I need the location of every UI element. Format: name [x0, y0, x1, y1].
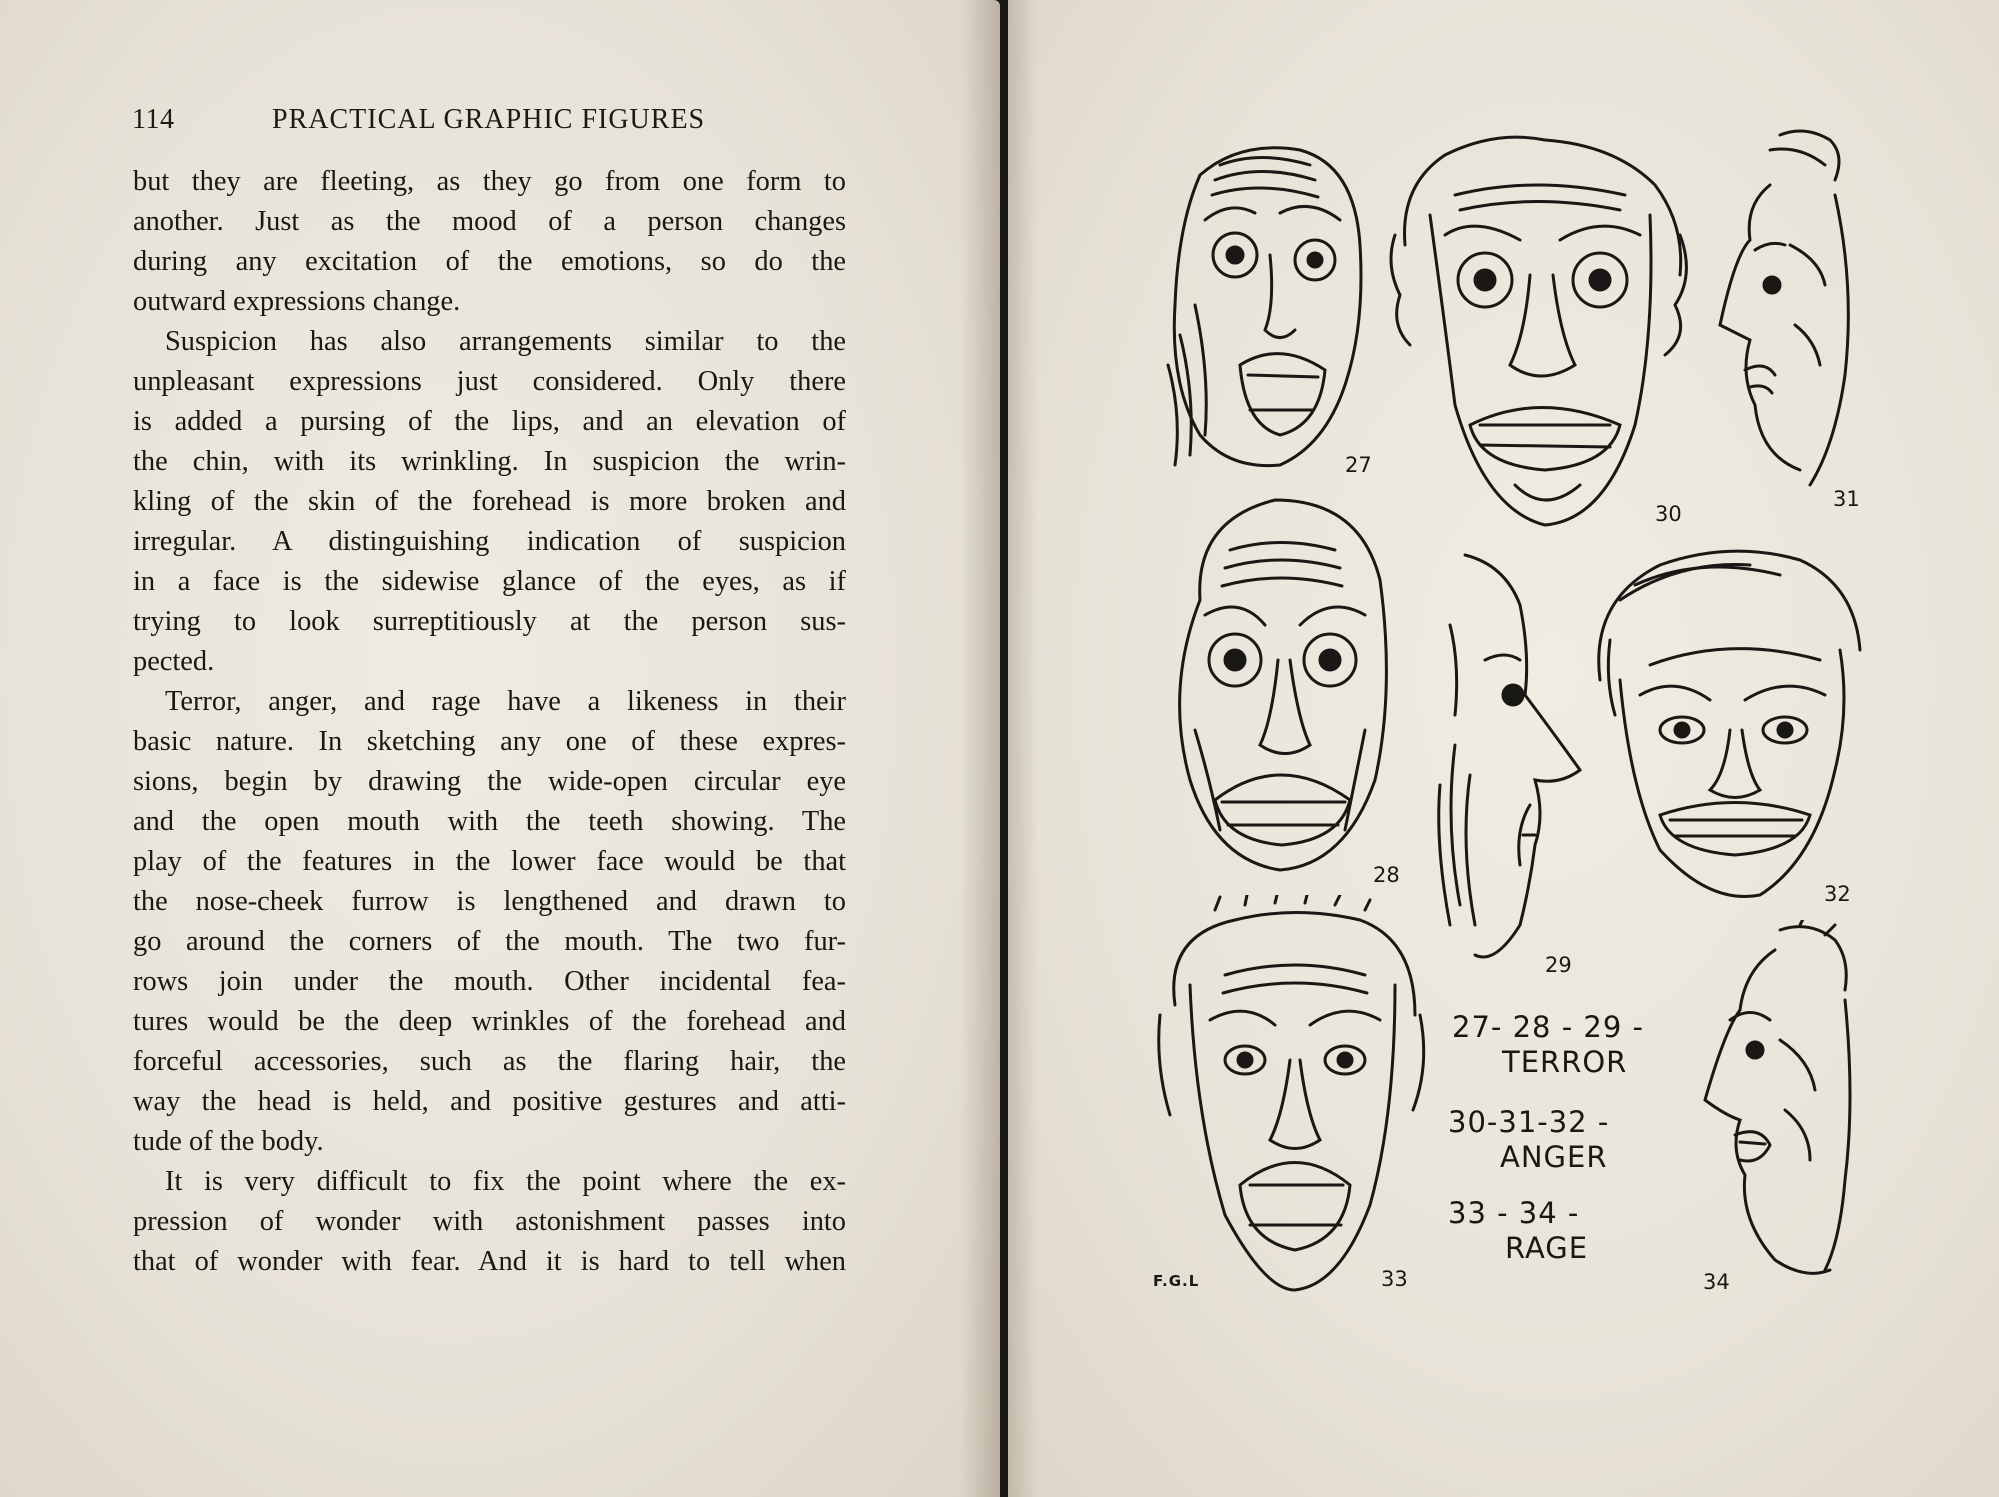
text-line: pression of wonder with astonishment passes into: [133, 1206, 846, 1237]
caption-anger-label: ANGER: [1500, 1140, 1608, 1174]
text-line: kling of the skin of the forehead is more broken and: [133, 486, 846, 517]
text-line: basic nature. In sketching any one of these expres-: [133, 726, 846, 757]
caption-rage-label: RAGE: [1505, 1231, 1589, 1265]
text-line: irregular. A distinguishing indication of suspicion: [133, 526, 846, 557]
text-line: rows join under the mouth. Other incidental fea-: [133, 966, 846, 997]
text-line: during any excitation of the emotions, so do the: [133, 246, 846, 277]
text-line: trying to look surreptitiously at the person sus-: [133, 606, 846, 637]
text-line: another. Just as the mood of a person changes: [133, 206, 846, 237]
figure-34-number: 34: [1703, 1270, 1730, 1294]
text-line: outward expressions change.: [133, 286, 461, 317]
face-27-drawing: [1160, 135, 1375, 475]
text-line: unpleasant expressions just considered. Only there: [133, 366, 846, 397]
text-line: that of wonder with fear. And it is hard to tell when: [133, 1246, 846, 1277]
running-head-title: PRACTICAL GRAPHIC FIGURES: [272, 104, 706, 135]
caption-terror-numbers: 27- 28 - 29 -: [1452, 1010, 1644, 1044]
text-line: tures would be the deep wrinkles of the forehead and: [133, 1006, 846, 1037]
face-30-drawing: [1385, 125, 1695, 535]
text-line: in a face is the sidewise glance of the eyes, as if: [133, 566, 846, 597]
text-line: tude of the body.: [133, 1126, 324, 1157]
face-31-drawing: [1710, 125, 1860, 495]
face-34-drawing: [1685, 920, 1855, 1290]
figure-32-number: 32: [1824, 882, 1851, 906]
text-line: is added a pursing of the lips, and an elevation of: [133, 406, 846, 437]
text-line: forceful accessories, such as the flaring hair, the: [133, 1046, 846, 1077]
text-line: Terror, anger, and rage have a likeness in their: [165, 686, 846, 717]
text-line: Suspicion has also arrangements similar to the: [165, 326, 846, 357]
text-line: and the open mouth with the teeth showing. The: [133, 806, 846, 837]
page-number: 114: [132, 104, 175, 135]
figure-31-number: 31: [1833, 487, 1860, 511]
artist-signature: F.G.L: [1153, 1272, 1200, 1290]
text-line: but they are fleeting, as they go from one form to: [133, 166, 846, 197]
figure-27-number: 27: [1345, 453, 1372, 477]
figure-29-number: 29: [1545, 953, 1572, 977]
face-32-drawing: [1590, 540, 1865, 910]
face-33-drawing: [1155, 895, 1430, 1295]
face-28-drawing: [1160, 490, 1400, 880]
figure-28-number: 28: [1373, 863, 1400, 887]
figure-30-number: 30: [1655, 502, 1682, 526]
text-line: the chin, with its wrinkling. In suspicion the wrin-: [133, 446, 846, 477]
text-line: play of the features in the lower face would be that: [133, 846, 846, 877]
text-line: It is very difficult to fix the point where the ex-: [165, 1166, 846, 1197]
text-line: go around the corners of the mouth. The two fur-: [133, 926, 846, 957]
text-line: the nose-cheek furrow is lengthened and drawn to: [133, 886, 846, 917]
figure-33-number: 33: [1381, 1267, 1408, 1291]
caption-terror-label: TERROR: [1502, 1045, 1628, 1079]
text-line: sions, begin by drawing the wide-open circular eye: [133, 766, 846, 797]
caption-rage-numbers: 33 - 34 -: [1448, 1196, 1580, 1230]
caption-anger-numbers: 30-31-32 -: [1448, 1105, 1610, 1139]
text-line: pected.: [133, 646, 215, 677]
face-29-drawing: [1435, 545, 1590, 970]
text-line: way the head is held, and positive gestures and atti-: [133, 1086, 846, 1117]
